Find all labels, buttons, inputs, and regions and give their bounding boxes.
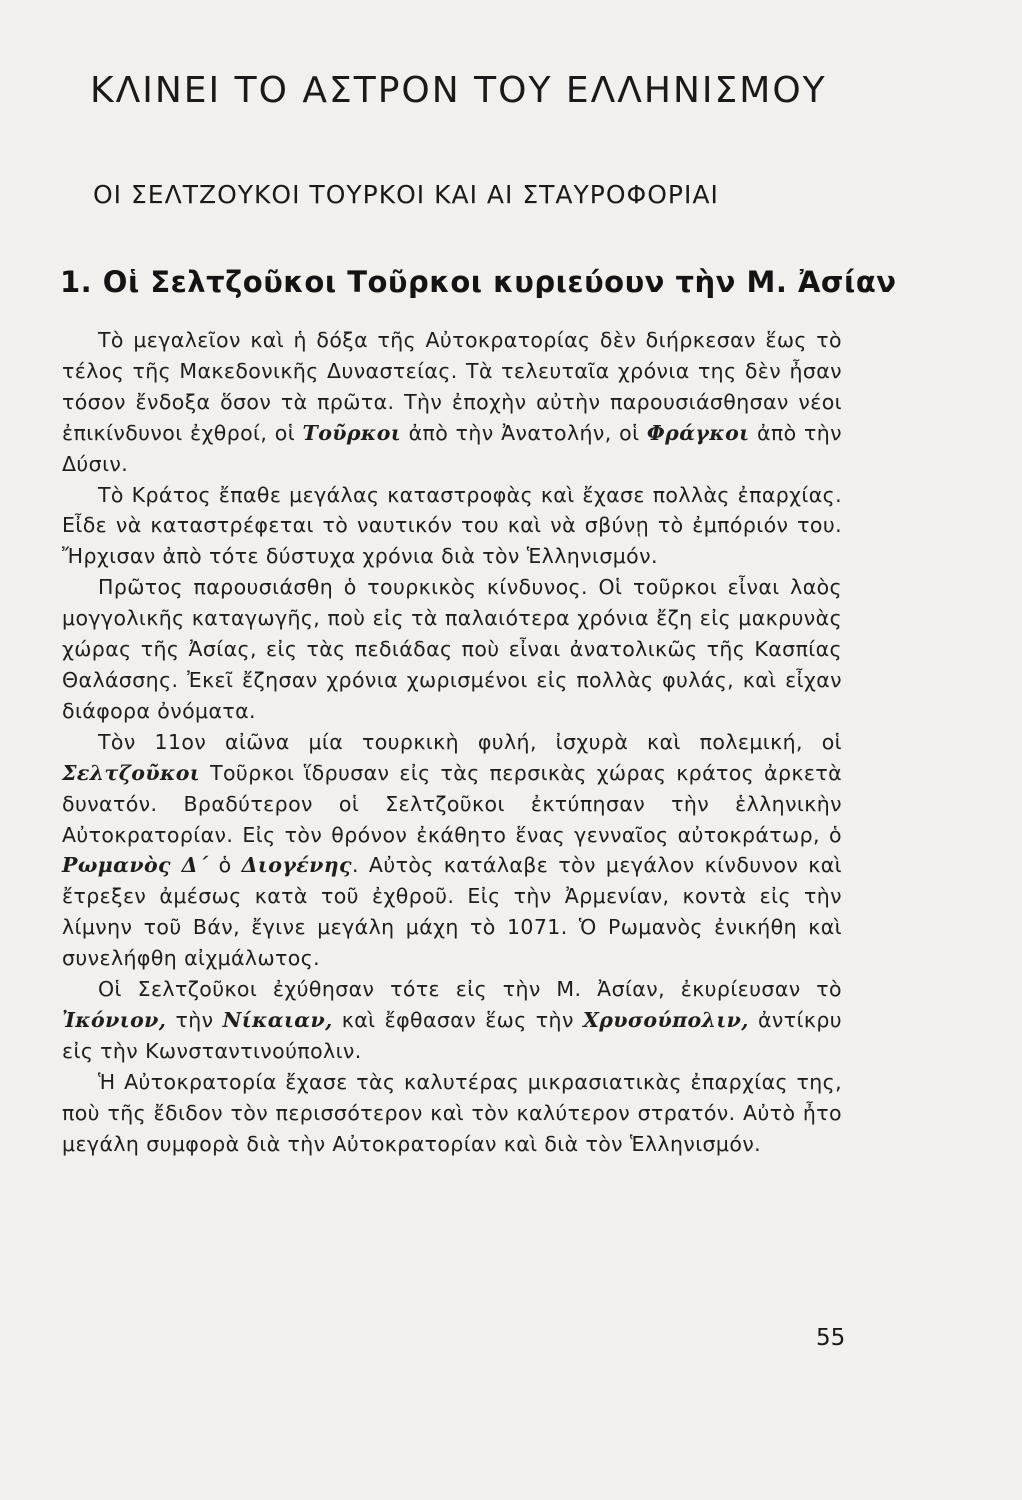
paragraph-5-text-g: ἀντίκρυ εἰς τὴν Κωνσταντινούπολιν. bbox=[62, 1007, 842, 1063]
term-chrysoupolis: Χρυσούπολιν, bbox=[582, 1007, 749, 1032]
paragraph-5-text-a: Οἱ Σελτζοῦκοι ἐχύθησαν τότε εἰς τὴν Μ. Ἀσίαν, ἐκυρίευσαν τὸ bbox=[98, 977, 842, 1002]
paragraph-1-text-e: ἀπὸ τὴν Δύσιν. bbox=[62, 420, 843, 476]
paragraph-2: Τὸ Κράτος ἔπαθε μεγάλας καταστροφὰς καὶ ἔχασε πολλὰς ἐπαρχίας. Εἶδε νὰ καταστρέφεται τὸ ναυτικόν του καὶ νὰ σβύνῃ τὸ ἐμπόριόν του. Ἤρχισαν ἀπὸ τότε δύστυχα χρόνια διὰ τὸν Ἑλληνισμόν. bbox=[62, 482, 842, 569]
paragraph-5 bbox=[62, 974, 842, 1067]
paragraph-4-text-g: . Αὐτὸς κατάλαβε τὸν μεγάλον κίνδυνον καὶ ἔτρεξεν ἀμέσως κατὰ τοῦ ἐχθροῦ. Εἰς τὴν Ἀρμενίαν, κοντὰ εἰς τὴν λίμνην τοῦ Βάν, ἔγινε μεγάλη μάχη τὸ 1071. Ὁ Ρωμανὸς ἐνικήθη καὶ συνελήφθη αἰχμάλωτος. bbox=[62, 853, 842, 971]
page-number: 55 bbox=[816, 1325, 846, 1351]
section-title: ΟΙ ΣΕΛΤΖΟΥΚΟΙ ΤΟΥΡΚΟΙ ΚΑΙ ΑΙ ΣΤΑΥΡΟΦΟΡΙΑΙ bbox=[93, 180, 719, 209]
term-romanos: Ρωμανὸς Δ΄ bbox=[62, 853, 209, 878]
paragraph-4-text-c: Τοῦρκοι ἵδρυσαν εἰς τὰς περσικὰς χώρας κράτος ἀρκετὰ δυνατόν. Βραδύτερον οἱ Σελτζοῦκοι ἐκτύπησαν τὴν ἑλληνικὴν Αὐτοκρατορίαν. Εἰς τὸν θρόνον ἐκάθητο ἕνας γενναῖος αὐτοκράτωρ, ὁ bbox=[62, 760, 842, 847]
term-seltzoukoi: Σελτζοῦκοι bbox=[62, 760, 201, 785]
paragraph-5-text-c: τὴν bbox=[166, 1007, 223, 1032]
term-tourkoi: Τοῦρκοι bbox=[302, 420, 402, 445]
paragraph-1 bbox=[62, 325, 842, 480]
paragraph-3: Πρῶτος παρουσιάσθη ὁ τουρκικὸς κίνδυνος. Οἱ τοῦρκοι εἶναι λαὸς μογγολικῆς καταγωγῆς, ποὺ εἰς τὰ παλαιότερα χρόνια ἔζη εἰς μακρυνὰς χώρας τῆς Ἀσίας, εἰς τὰς πεδιάδας ποὺ εἶναι ἀνατολικῶς τῆς Κασπίας Θαλάσσης. Ἐκεῖ ἔζησαν χρόνια χωρισμένοι εἰς πολλὰς φυλάς, καὶ εἶχαν διάφορα ὀνόματα. bbox=[62, 575, 842, 723]
paragraph-6: Ἡ Αὐτοκρατορία ἔχασε τὰς καλυτέρας μικρασιατικὰς ἐπαρχίας της, ποὺ τῆς ἔδιδον τὸν περισσότερον καὶ τὸν καλύτερον στρατόν. Αὐτὸ ἦτο μεγάλη συμφορὰ διὰ τὴν Αὐτοκρατορίαν καὶ διὰ τὸν Ἑλληνισμόν. bbox=[62, 1069, 842, 1156]
paragraph-4-text-a: Τὸν 11ον αἰῶνα μία τουρκικὴ φυλή, ἰσχυρὰ καὶ πολεμική, οἱ bbox=[98, 729, 842, 754]
body-text bbox=[62, 325, 842, 1159]
term-ikonion: Ἰκόνιον, bbox=[62, 1007, 167, 1032]
subheading: 1. Οἱ Σελτζοῦκοι Τοῦρκοι κυριεύουν τὴν Μ. Ἀσίαν bbox=[60, 265, 897, 299]
paragraph-4-text-e: ὁ bbox=[208, 853, 242, 878]
term-diogenis: Διογένης bbox=[241, 853, 352, 878]
paragraph-4 bbox=[62, 727, 842, 974]
term-frankoi: Φράγκοι bbox=[646, 420, 750, 445]
term-nikaia: Νίκαιαν, bbox=[222, 1007, 333, 1032]
paragraph-5-text-e: καὶ ἔφθασαν ἕως τὴν bbox=[332, 1007, 583, 1032]
chapter-title: ΚΛΙΝΕΙ ΤΟ ΑΣΤΡΟΝ ΤΟΥ ΕΛΛΗΝΙΣΜΟΥ bbox=[90, 70, 827, 111]
paragraph-1-text-c: ἀπὸ τὴν Ἀνατολήν, οἱ bbox=[401, 420, 647, 445]
paragraph-1-text-a: Τὸ μεγαλεῖον καὶ ἡ δόξα τῆς Αὐτοκρατορίας δὲν διήρκεσαν ἕως τὸ τέλος τῆς Μακεδονικῆς Δυναστείας. Τὰ τελευταῖα χρόνια της δὲν ἦσαν τόσον ἔνδοξα ὅσον τὰ πρῶτα. Τὴν ἐποχὴν αὐτὴν παρουσιάσθησαν νέοι ἐπικίνδυνοι ἐχθροί, οἱ bbox=[62, 328, 842, 445]
